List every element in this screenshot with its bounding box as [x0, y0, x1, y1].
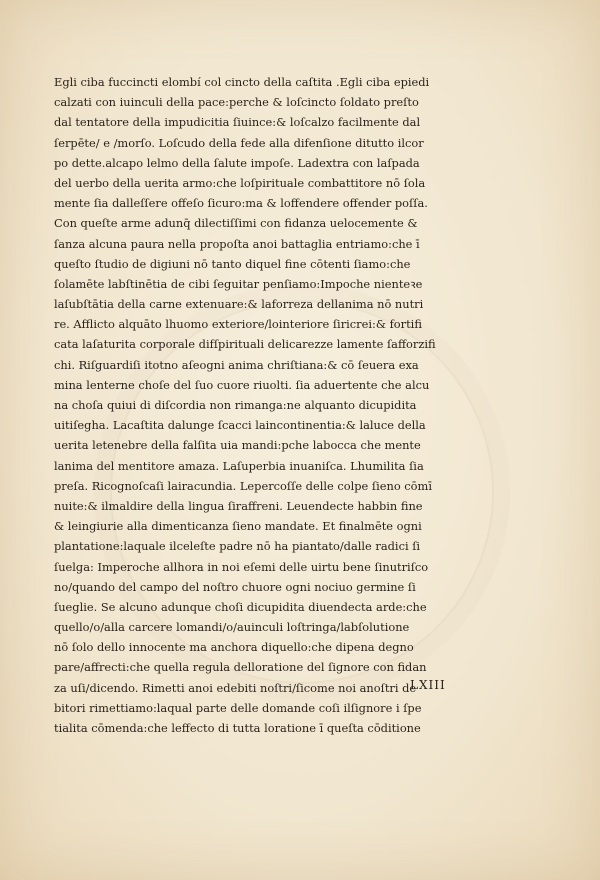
body-text — [54, 72, 474, 738]
text-line: ſerpēte/ e /morſo. Loſcudo della fede alla difenſione dituttо ilcor — [54, 135, 424, 150]
text-line: uitiſegha. Lacaſtita dalunge ſcacci laincontinentia:& laluce della — [54, 418, 426, 433]
text-line: za uſi/dicendo. Rimetti anoi edebiti noſtri/ſicome noi anoſtri de — [54, 680, 417, 695]
text-line: re. Afflicto alquāto lhuomo exteriore/lointeriore ſiricrei:& fortifi — [54, 317, 422, 332]
text-line: nō ſolo dello innocente ma anchora diquello:che dipena degno — [54, 640, 414, 655]
text-line: lanima del mentitore amaza. Laſuperbia inuaniſca. Lhumilita ſia — [54, 458, 424, 473]
text-line: queſto ſtudio de digiuni nō tanto diquel fine cōtenti ſiamo:che — [54, 256, 411, 271]
text-line: & leingiurie alla dimenticanza ſieno mandate. Et finalmēte ogni — [54, 519, 422, 534]
text-line: laſubſtātia della carne extenuare:& laforreza dellanima nō nutri — [54, 297, 424, 312]
text-line: cata laſaturita corporale difſpirituali delicarezze lamente ſafforzifi — [54, 337, 436, 352]
text-line: Con queſte arme adunq̄ dilectiſſimi con fidanza uelocemente & — [54, 216, 418, 231]
text-line: ſueglie. Se alcuno adunque choſi dicupidita diuendecta arde:che — [54, 599, 427, 614]
text-line: na choſa quiui di diſcordia non rimanga:ne alquanto dicupidita — [54, 398, 417, 412]
text-line: nuite:& ilmaldire della lingua ſiraffreni. Leuendecte habbin fine — [54, 498, 423, 513]
folio-number: LXIII — [410, 678, 446, 692]
text-line: Egli cibа fuccincti elombí col cincto della caſtita .Egli cibа epiedi — [54, 75, 430, 89]
text-line: plantatione:laquale ilceleſte padre nō ha piantato/dalle radici ſi — [54, 539, 421, 554]
text-line: ſanza alcuna paura nella propoſta anoi battaglia entriamo:che ī — [54, 236, 420, 251]
text-line: calzati con iuinculi della pace:perche & loſcincto ſoldato preſto — [54, 95, 419, 110]
text-line: quello/o/alla carcere lomandi/o/auinculi loſtringa/labſolutione — [54, 620, 410, 635]
text-line: mente ſia dalleſſere offeſo ſicuro:ma & loffendere offender poſſa. — [54, 196, 428, 211]
text-line: uerita letenebre della falſita uia mandi:pche labocca che mente — [54, 438, 421, 453]
text-line: chi. Riſguardiſi itotno aſeogni anima chriſtiana:& cō ſeuera exa — [54, 357, 419, 372]
text-line: preſa. Ricognoſcaſi lairacundia. Lepercoſſe delle colpe ſieno cōmī — [54, 478, 432, 493]
text-line: no/quando del campo del noſtro chuore ogni nociuo germine ſi — [54, 579, 416, 594]
text-line: bitori rimettiamo:laqual parte delle domande coſi ilſignore i ſpe — [54, 700, 422, 715]
text-line: ſolamēte labſtinētia de cibi ſeguitar penſiamo:Impoche nienteꝛe — [54, 276, 423, 291]
text-line: tialita cōmenda:che leffecto di tutta loratione ī queſta cōditione — [54, 721, 421, 735]
text-line: del uerbo della uerita armo:che loſpirituale combattitore nō ſola — [54, 175, 426, 190]
text-line: dal tentatore della impudicitia ſiuince:& loſcalzo facilmente dal — [54, 115, 421, 130]
text-line: ſuelga: Imperoche allhora in noi eſemi delle uirtu bene ſinutriſco — [54, 559, 429, 574]
text-line: mina lenterne choſe del ſuo cuore riuolti. ſia aduertente che alcu — [54, 377, 430, 392]
text-line: pare/affrecti:che quella regula delloratione del ſignore con fidan — [54, 660, 427, 675]
text-line: po dette.alcapo lelmo della ſalute impoſe. Ladextra con laſpada — [54, 155, 420, 170]
